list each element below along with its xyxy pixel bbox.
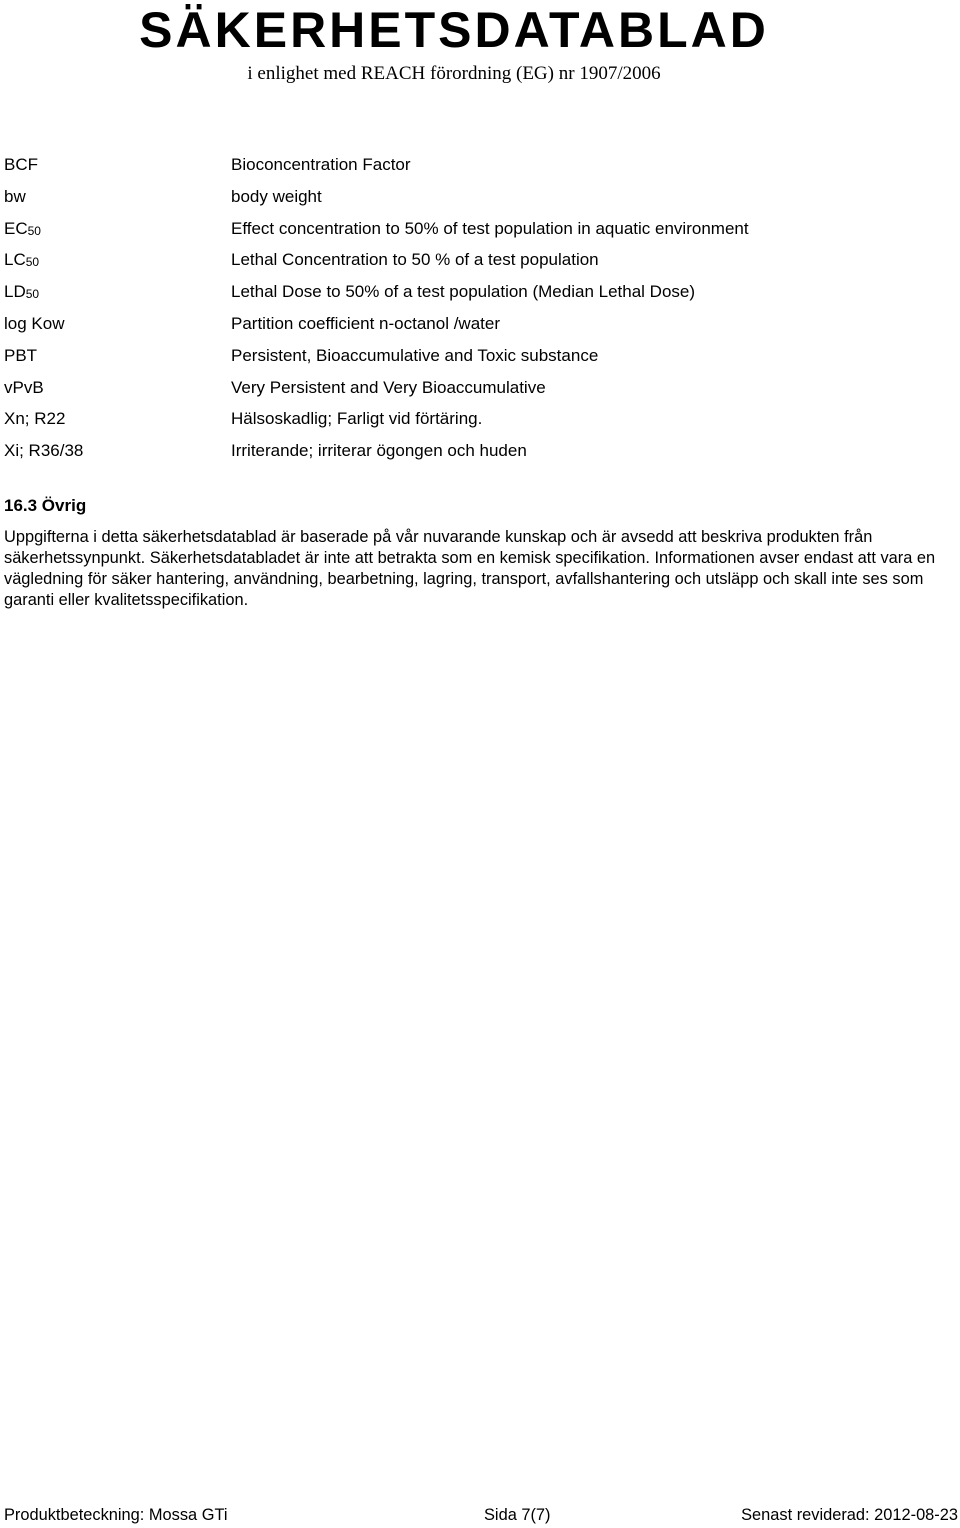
page-footer (4, 1504, 958, 1526)
section-body-text: Uppgifterna i detta säkerhetsdatablad är baserade på vår nuvarande kunskap och är avsedd att beskriva produkten från säkerhetssynpunkt. Säkerhetsdatabladet är inte att betrakta som en kemisk specifikation. Informationen avser endast att vara en vägledning för säker hantering, användning, bearbetning, lagring, transport, avfallshantering och utsläpp och skall inte ses som garanti eller kvalitetsspecifikation. (4, 528, 936, 609)
abbreviation-definition: Bioconcentration Factor (231, 155, 411, 174)
abbreviation-row (4, 436, 944, 468)
abbreviation-definition: body weight (231, 186, 322, 206)
section-heading: 16.3 Övrig (4, 496, 87, 515)
abbreviation-definition: Lethal Concentration to 50 % of a test population (231, 250, 599, 270)
document-subtitle: i enlighet med REACH förordning (EG) nr 1907/2006 (247, 63, 661, 84)
footer-product-name: Produktbeteckning: Mossa GTi (4, 1506, 228, 1524)
abbreviation-row (4, 150, 944, 182)
abbreviation-term: bw (4, 186, 26, 206)
abbreviation-term: Xn; R22 (4, 409, 66, 429)
footer-revision-date: Senast reviderad: 2012-08-23 (741, 1506, 958, 1524)
abbreviation-term: $LC_{50}$ (4, 250, 40, 270)
abbreviation-row (4, 341, 944, 373)
abbreviation-table (4, 150, 944, 468)
abbreviation-row (4, 214, 944, 246)
abbreviation-term: Xi; R36/38 (4, 441, 84, 461)
abbreviation-row (4, 404, 944, 436)
document-title: SÄKERHETSDATABLAD (139, 2, 769, 58)
abbreviation-row (4, 309, 944, 341)
abbreviation-row (4, 182, 944, 214)
abbreviation-row (4, 373, 944, 405)
abbreviation-definition: Effect concentration to 50% of test population in aquatic environment (231, 218, 749, 238)
abbreviation-definition: Partition coefficient n-octanol /water (231, 313, 500, 333)
abbreviation-definition: Lethal Dose to 50% of a test population (Median Lethal Dose) (231, 282, 696, 302)
abbreviation-term: PBT (4, 345, 38, 365)
abbreviation-row (4, 277, 944, 309)
abbreviation-term: $LD_{50}$ (4, 282, 40, 302)
abbreviation-definition: Persistent, Bioaccumulative and Toxic substance (231, 345, 599, 365)
abbreviation-term: vPvB (4, 377, 44, 397)
abbreviation-term: BCF (4, 155, 38, 174)
abbreviation-row (4, 245, 944, 277)
abbreviation-definition: Irriterande; irriterar ögongen och huden (231, 441, 527, 461)
abbreviation-definition: Hälsoskadlig; Farligt vid förtäring. (231, 409, 483, 429)
abbreviation-term: $EC_{50}$ (4, 218, 41, 238)
abbreviation-term: log Kow (4, 313, 65, 333)
footer-page-number: Sida 7(7) (484, 1506, 551, 1524)
abbreviation-definition: Very Persistent and Very Bioaccumulative (231, 377, 546, 397)
